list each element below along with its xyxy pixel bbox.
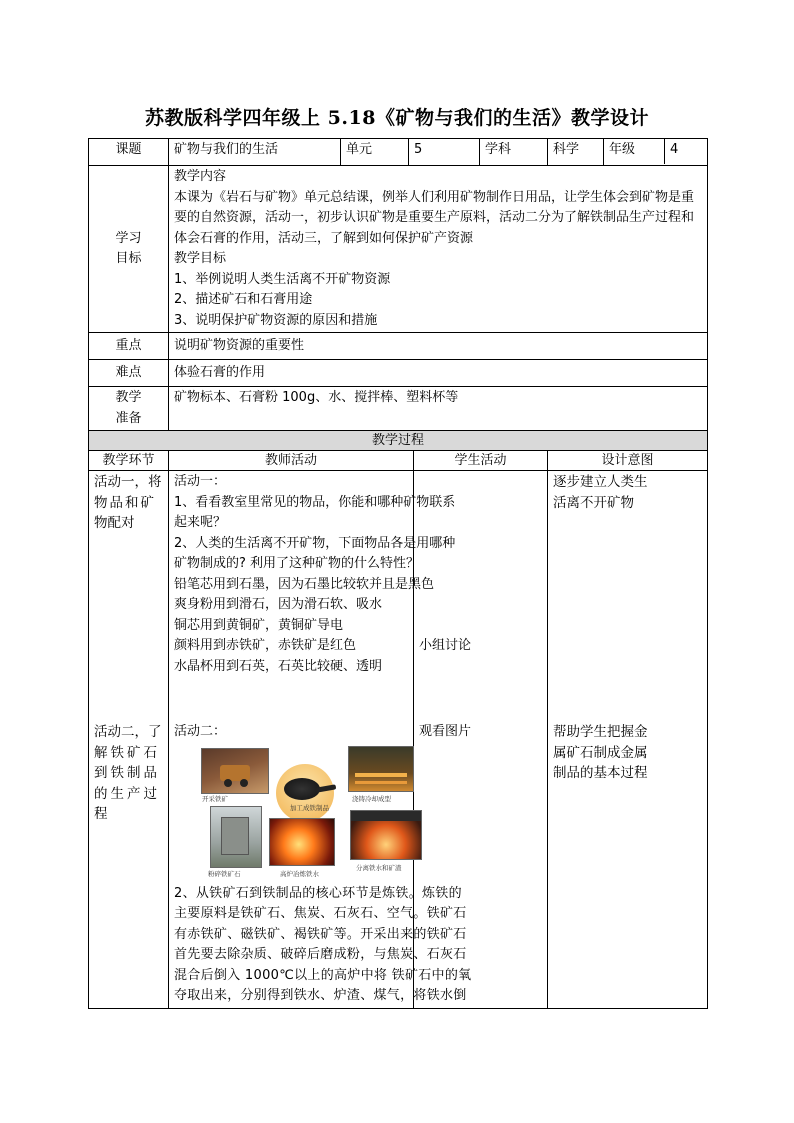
col-header-stage: 教学环节 bbox=[89, 451, 169, 471]
stage-line: 物配对 bbox=[94, 515, 135, 531]
stage-line: 活动一，将 bbox=[94, 474, 162, 490]
photo-caption: 加工成铁制品 bbox=[290, 803, 329, 812]
goals-line: 教学目标 bbox=[174, 251, 227, 266]
stage-line: 程 bbox=[94, 806, 108, 822]
teacher-line: 起来呢？ bbox=[174, 515, 227, 530]
prep-label-line: 教学 bbox=[115, 390, 142, 405]
document-title: 苏教版科学四年级上 5.18《矿物与我们的生活》教学设计 bbox=[145, 107, 649, 129]
keti-label: 课题 bbox=[89, 139, 169, 166]
goals-line: 要的自然资源，活动一，初步认识矿物是重要生产原料，活动二分为了解铁制品生产过程和 bbox=[174, 210, 695, 225]
furnace-photo bbox=[269, 818, 335, 866]
mining-photo bbox=[201, 748, 269, 794]
goals-label-line: 目标 bbox=[115, 251, 142, 266]
student-activity1: 小组讨论 bbox=[419, 638, 472, 653]
goals-line: 教学内容 bbox=[174, 169, 227, 184]
student-activity2: 观看图片 bbox=[419, 724, 472, 739]
teacher-line: 2、从铁矿石到铁制品的核心环节是炼铁。炼铁的 bbox=[174, 885, 462, 901]
photo-caption: 浇铸冷却成型 bbox=[352, 794, 391, 803]
intent-line: 属矿石制成金属 bbox=[553, 744, 648, 761]
goals-row bbox=[89, 166, 708, 333]
grade-label: 年级 bbox=[604, 139, 665, 164]
subject-value: 科学 bbox=[548, 139, 604, 166]
prep-row bbox=[89, 387, 708, 431]
process-header-row bbox=[89, 451, 708, 471]
intent-line: 活离不开矿物 bbox=[553, 494, 635, 511]
teacher-line: 铜芯用到黄铜矿，黄铜矿导电 bbox=[174, 617, 344, 633]
col-header-student: 学生活动 bbox=[414, 451, 548, 471]
intent-activity1 bbox=[553, 472, 702, 722]
lesson-plan-table bbox=[88, 138, 708, 1009]
separation-photo bbox=[350, 810, 422, 860]
intent-activity2 bbox=[553, 722, 702, 784]
teacher-line: 颜料用到赤铁矿，赤铁矿是红色 bbox=[174, 638, 357, 653]
photo-caption: 分离铁水和矿渣 bbox=[356, 863, 402, 872]
teacher-line: 活动一： bbox=[174, 474, 227, 489]
stage-line: 活动二，了 bbox=[94, 724, 162, 740]
teacher-line: 水晶杯用到石英，石英比较硬、透明 bbox=[174, 658, 383, 674]
goals-line: 本课为《岩石与矿物》单元总结课，例举人们利用矿物制作日用品，让学生体会到矿物是重 bbox=[174, 189, 695, 205]
process-title-row bbox=[89, 431, 708, 451]
casting-photo bbox=[348, 746, 414, 792]
col-header-intent: 设计意图 bbox=[548, 451, 708, 471]
stage-line: 的生产过 bbox=[94, 785, 160, 802]
photo-caption: 开采铁矿 bbox=[202, 794, 228, 803]
unit-value: 5 bbox=[409, 139, 480, 166]
stage-line: 物品和矿 bbox=[94, 494, 156, 511]
stage-line: 到铁制品 bbox=[94, 765, 160, 781]
keti-value: 矿物与我们的生活 bbox=[169, 139, 341, 166]
key-point-label: 重点 bbox=[89, 333, 169, 360]
grade-value: 4 bbox=[670, 142, 679, 157]
teacher-line: 1、看看教室里常见的物品，你能和哪种矿物联系 bbox=[174, 494, 456, 510]
intent-cell bbox=[548, 471, 708, 1009]
teacher-line: 爽身粉用到滑石，因为滑石软、吸水 bbox=[174, 597, 383, 612]
pan-photo bbox=[276, 764, 334, 822]
teacher-line: 2、人类的生活离不开矿物，下面物品各是用哪种 bbox=[174, 535, 456, 551]
teacher-line: 活动二： bbox=[174, 724, 227, 739]
header-row bbox=[89, 139, 708, 166]
goals-line: 3、说明保护矿物资源的原因和措施 bbox=[174, 312, 378, 328]
goals-line: 2、描述矿石和石膏用途 bbox=[174, 292, 313, 307]
teacher-line: 铅笔芯用到石墨，因为石墨比较软并且是黑色 bbox=[174, 576, 435, 592]
intent-line: 帮助学生把握金 bbox=[553, 724, 648, 740]
iron-process-photos bbox=[196, 746, 426, 878]
prep-value: 矿物标本、石膏粉 100g、水、搅拌棒、塑料杯等 bbox=[169, 387, 708, 431]
key-point-row bbox=[89, 333, 708, 360]
stage-activity2 bbox=[94, 722, 163, 825]
teacher-line: 矿物制成的? 利用了这种矿物的什么特性？ bbox=[174, 556, 420, 571]
goals-label bbox=[89, 166, 169, 333]
intent-line: 逐步建立人类生 bbox=[553, 474, 648, 490]
process-body-row bbox=[89, 471, 708, 1009]
difficulty-value: 体验石膏的作用 bbox=[169, 360, 708, 387]
stage-activity1 bbox=[94, 472, 163, 722]
photo-caption: 粉碎铁矿石 bbox=[208, 869, 241, 878]
teacher-line: 夺取出来，分别得到铁水、炉渣、煤气，将铁水倒 bbox=[174, 988, 467, 1003]
col-header-teacher: 教师活动 bbox=[169, 451, 414, 471]
prep-label bbox=[89, 387, 169, 431]
goals-label-line: 学习 bbox=[115, 230, 142, 246]
stage-cell bbox=[89, 471, 169, 1009]
teacher-line: 混合后倒入 1000℃以上的高炉中将 铁矿石中的氧 bbox=[174, 967, 472, 983]
teacher-line: 有赤铁矿、磁铁矿、褐铁矿等。开采出来的铁矿石 bbox=[174, 926, 467, 942]
goals-line: 体会石膏的作用，活动三，了解到如何保护矿产资源 bbox=[174, 230, 474, 246]
goals-content bbox=[169, 166, 708, 333]
teacher-line: 首先要去除杂质、破碎后磨成粉，与焦炭、石灰石 bbox=[174, 947, 467, 962]
subject-label: 学科 bbox=[480, 139, 548, 166]
difficulty-label: 难点 bbox=[89, 360, 169, 387]
teacher-line: 主要原料是铁矿石、焦炭、石灰石、空气。铁矿石 bbox=[174, 906, 467, 921]
key-point-value: 说明矿物资源的重要性 bbox=[169, 333, 708, 360]
process-title: 教学过程 bbox=[89, 431, 708, 451]
crushing-photo bbox=[210, 806, 262, 868]
goals-line: 1、举例说明人类生活离不开矿物资源 bbox=[174, 271, 391, 287]
intent-line: 制品的基本过程 bbox=[553, 765, 648, 781]
photo-caption: 高炉冶炼铁水 bbox=[280, 869, 319, 878]
difficulty-row bbox=[89, 360, 708, 387]
unit-label: 单元 bbox=[341, 139, 409, 166]
prep-label-line: 准备 bbox=[115, 410, 142, 426]
stage-line: 解铁矿石 bbox=[94, 744, 160, 761]
